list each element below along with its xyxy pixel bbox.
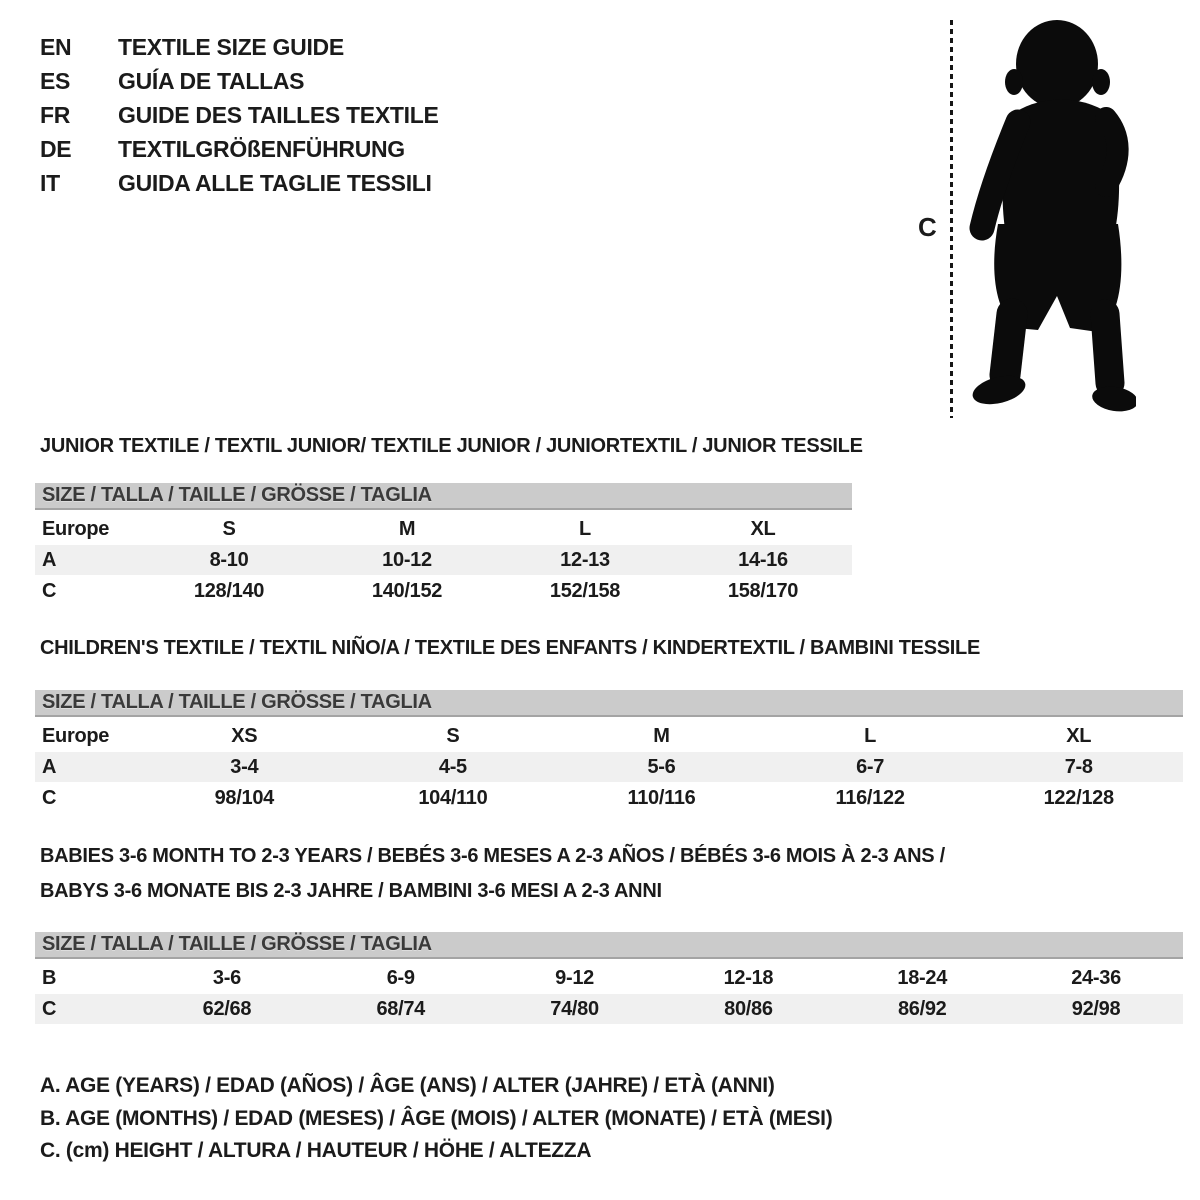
row-label: B (42, 966, 57, 989)
cell-value: 116/122 (835, 786, 905, 809)
language-label: GUIDA ALLE TAGLIE TESSILI (118, 169, 432, 196)
cell-value: 92/98 (1071, 997, 1121, 1020)
babies-textile-table (35, 932, 1183, 1025)
table-row (35, 545, 852, 576)
height-measure-label: C (918, 212, 937, 242)
table-row (35, 514, 852, 545)
table-row (35, 576, 852, 607)
cell-value: S (222, 517, 236, 540)
cell-value: 6-7 (856, 755, 885, 778)
cell-value: 9-12 (555, 966, 594, 989)
cell-value: 7-8 (1064, 755, 1093, 778)
legend-line: A. AGE (YEARS) / EDAD (AÑOS) / ÂGE (ANS) / ALTER (JAHRE) / ETÀ (ANNI) (40, 1074, 775, 1097)
cell-value: 6-9 (386, 966, 415, 989)
row-label: C (42, 579, 57, 602)
section-childrens-textile (35, 638, 1183, 814)
table-row (35, 994, 1183, 1025)
section-titles (35, 846, 1183, 901)
childrens-textile-table (35, 690, 1183, 814)
row-label: C (42, 786, 57, 809)
row-label: Europe (42, 517, 110, 540)
cell-value: 74/80 (550, 997, 599, 1020)
language-code: IT (40, 169, 60, 196)
language-code: ES (40, 67, 71, 94)
size-table-header: SIZE / TALLA / TAILLE / GRÖSSE / TAGLIA (35, 690, 1183, 717)
legend-line: C. (cm) HEIGHT / ALTURA / HAUTEUR / HÖHE / ALTEZZA (40, 1139, 592, 1162)
cell-value: 10-12 (382, 548, 432, 571)
cell-value: 86/92 (897, 997, 947, 1020)
size-table-header: SIZE / TALLA / TAILLE / GRÖSSE / TAGLIA (35, 932, 1183, 959)
table-row (35, 721, 1183, 752)
language-label: GUÍA DE TALLAS (118, 67, 305, 94)
cell-value: L (579, 517, 591, 540)
section-title: JUNIOR TEXTILE / TEXTIL JUNIOR/ TEXTILE JUNIOR / JUNIORTEXTIL / JUNIOR TESSILE (40, 435, 863, 457)
legend-line: B. AGE (MONTHS) / EDAD (MESES) / ÂGE (MOIS) / ALTER (MONATE) / ETÀ (MESI) (40, 1106, 833, 1130)
row-label: C (42, 997, 57, 1020)
cell-value: 62/68 (202, 997, 252, 1020)
cell-value: XL (750, 517, 776, 540)
cell-value: 18-24 (897, 966, 948, 989)
section-junior-textile (35, 435, 863, 607)
size-sections (35, 0, 1200, 1200)
cell-value: M (653, 724, 670, 747)
cell-value: 68/74 (376, 997, 426, 1020)
cell-value: S (446, 724, 460, 747)
section-title: BABIES 3-6 MONTH TO 2-3 YEARS / BEBÉS 3-6 MESES A 2-3 AÑOS / BÉBÉS 3-6 MOIS À 2-3 ANS / (40, 845, 945, 867)
language-label: GUIDE DES TAILLES TEXTILE (118, 101, 439, 128)
cell-value: 152/158 (549, 579, 621, 602)
section-titles (35, 638, 1183, 658)
cell-value: XS (231, 724, 258, 747)
language-code: FR (40, 101, 71, 128)
row-label: Europe (42, 724, 110, 747)
cell-value: XL (1066, 724, 1092, 747)
cell-value: 98/104 (214, 786, 274, 809)
cell-value: 3-4 (230, 755, 259, 778)
cell-value: 14-16 (738, 548, 788, 571)
language-label: TEXTILGRÖßENFÜHRUNG (118, 135, 405, 162)
cell-value: 158/170 (727, 579, 799, 602)
cell-value: 4-5 (438, 755, 467, 778)
cell-value: 104/110 (418, 786, 488, 809)
language-code: EN (40, 33, 72, 60)
language-code: DE (40, 135, 72, 162)
legend (40, 1070, 832, 1168)
table-row (35, 963, 1183, 994)
row-label: A (42, 548, 57, 571)
cell-value: 12-13 (560, 548, 610, 571)
section-title: CHILDREN'S TEXTILE / TEXTIL NIÑO/A / TEXTILE DES ENFANTS / KINDERTEXTIL / BAMBINI TESSILE (40, 637, 980, 659)
cell-value: 3-6 (212, 966, 241, 989)
table-row (35, 752, 1183, 783)
cell-value: 12-18 (723, 966, 774, 989)
cell-value: 110/116 (627, 786, 696, 809)
cell-value: 5-6 (647, 755, 676, 778)
section-titles (35, 435, 863, 457)
row-label: A (42, 755, 57, 778)
section-babies-textile (35, 846, 1183, 1025)
size-table-header: SIZE / TALLA / TAILLE / GRÖSSE / TAGLIA (35, 483, 852, 510)
cell-value: 8-10 (209, 548, 249, 571)
language-label: TEXTILE SIZE GUIDE (118, 33, 344, 60)
cell-value: M (398, 517, 416, 540)
cell-value: 140/152 (371, 579, 443, 602)
section-title: BABYS 3-6 MONATE BIS 2-3 JAHRE / BAMBINI 3-6 MESI A 2-3 ANNI (40, 880, 662, 902)
cell-value: 122/128 (1043, 786, 1114, 809)
table-row (35, 783, 1183, 814)
cell-value: 80/86 (724, 997, 773, 1020)
cell-value: 24-36 (1071, 966, 1121, 989)
cell-value: 128/140 (193, 579, 265, 602)
cell-value: L (864, 724, 877, 747)
junior-textile-table (35, 483, 852, 607)
